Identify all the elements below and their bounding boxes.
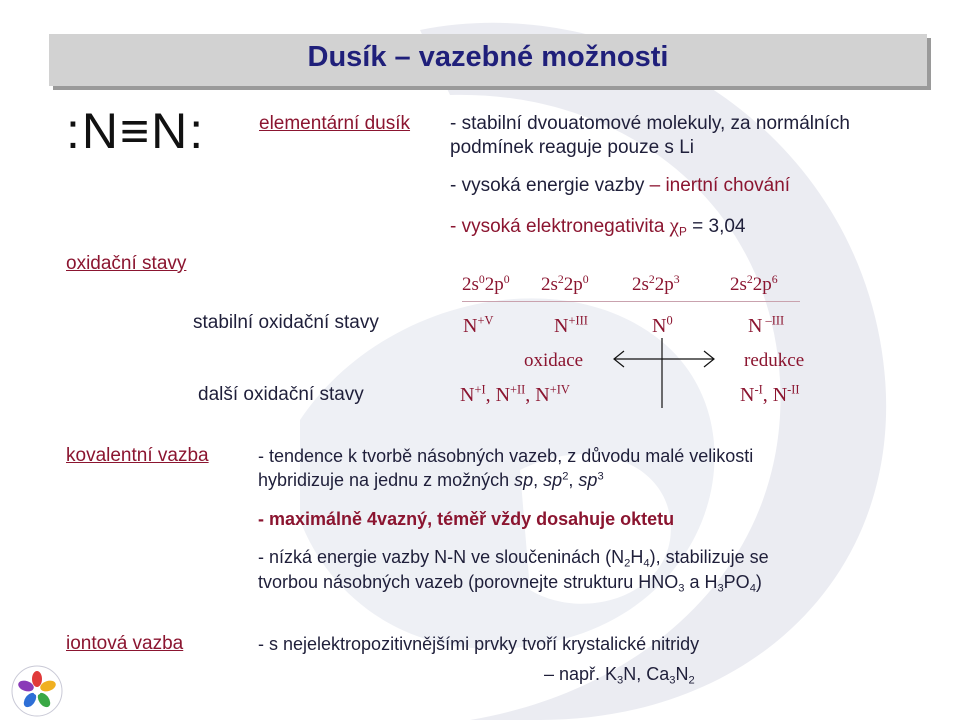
bond-energy-text: - vysoká energie vazby (450, 175, 650, 196)
oxidation-heading: oxidační stavy (66, 253, 187, 274)
double-arrow-icon (610, 338, 720, 408)
page-title: Dusík – vazebné možnosti (307, 41, 669, 73)
bond-energy-dash: – (649, 175, 661, 196)
stable-states-label: stabilní oxidační stavy (193, 312, 379, 333)
covalent-line-1: - tendence k tvorbě násobných vazeb, z důvodu malé velikosti (258, 446, 754, 466)
elemental-label: elementární dusík (259, 113, 411, 134)
other-states-label: další oxidační stavy (198, 384, 364, 405)
electronegativity-line (450, 213, 746, 238)
nn-bond-line-2: tvorbou násobných vazeb (porovnejte strukturu $HNO_3$ a $H_3PO_4$) (258, 572, 762, 595)
covalent-line-2: hybridizuje na jednu z možných sp, $sp^2$, $sp^3$ (258, 470, 604, 490)
nn-bond-line-1: - nízká energie vazby N-N ve sloučeninách $(N_2H_4)$, stabilizuje se (258, 547, 769, 570)
ionic-example: – např. $K_3N$, $Ca_3N_2$ (544, 664, 695, 687)
covalent-label: kovalentní vazba (66, 445, 209, 466)
octet-line: - maximálně 4vazný, téměř vždy dosahuje oktetu (258, 509, 675, 529)
config-divider (462, 301, 800, 302)
chi-subscript: P (679, 225, 687, 239)
reduction-word: redukce (744, 350, 805, 371)
bond-energy-line (450, 175, 790, 197)
oxidation-word: oxidace (524, 350, 584, 371)
config-1: $2s^02p^0$ (462, 272, 510, 295)
other-states-right: $N^{-I}$, $N^{-II}$ (740, 382, 800, 406)
stable-state-1: $N^{+V}$ (463, 313, 494, 337)
dinitrogen-structure (64, 102, 214, 162)
stable-state-3: $N^0$ (652, 313, 673, 337)
config-4: $2s^22p^6$ (730, 272, 778, 295)
config-2: $2s^22p^0$ (541, 272, 589, 295)
elemental-line-2: podmínek reaguje pouze s Li (450, 137, 694, 158)
ionic-line: - s nejelektropozitivnějšími prvky tvoří krystalické nitridy (258, 634, 700, 654)
ionic-label: iontová vazba (66, 633, 184, 654)
config-3: $2s^22p^3$ (632, 272, 680, 295)
chi-symbol: χ (669, 213, 679, 237)
elemental-line-1: - stabilní dvouatomové molekuly, za normálních (450, 113, 850, 134)
other-states-left: $N^{+I}$, $N^{+II}$, $N^{+IV}$ (460, 382, 570, 406)
flower-logo (10, 664, 64, 718)
stable-state-4: N $^{-III}$ (748, 313, 785, 337)
structure-formula: :N≡N: (66, 103, 206, 159)
inert-behaviour: inertní chování (660, 175, 791, 196)
electronegativity-value: = 3,04 (686, 216, 746, 237)
stable-state-2: $N^{+III}$ (554, 313, 588, 337)
electronegativity-text: - vysoká elektronegativita (450, 216, 670, 237)
